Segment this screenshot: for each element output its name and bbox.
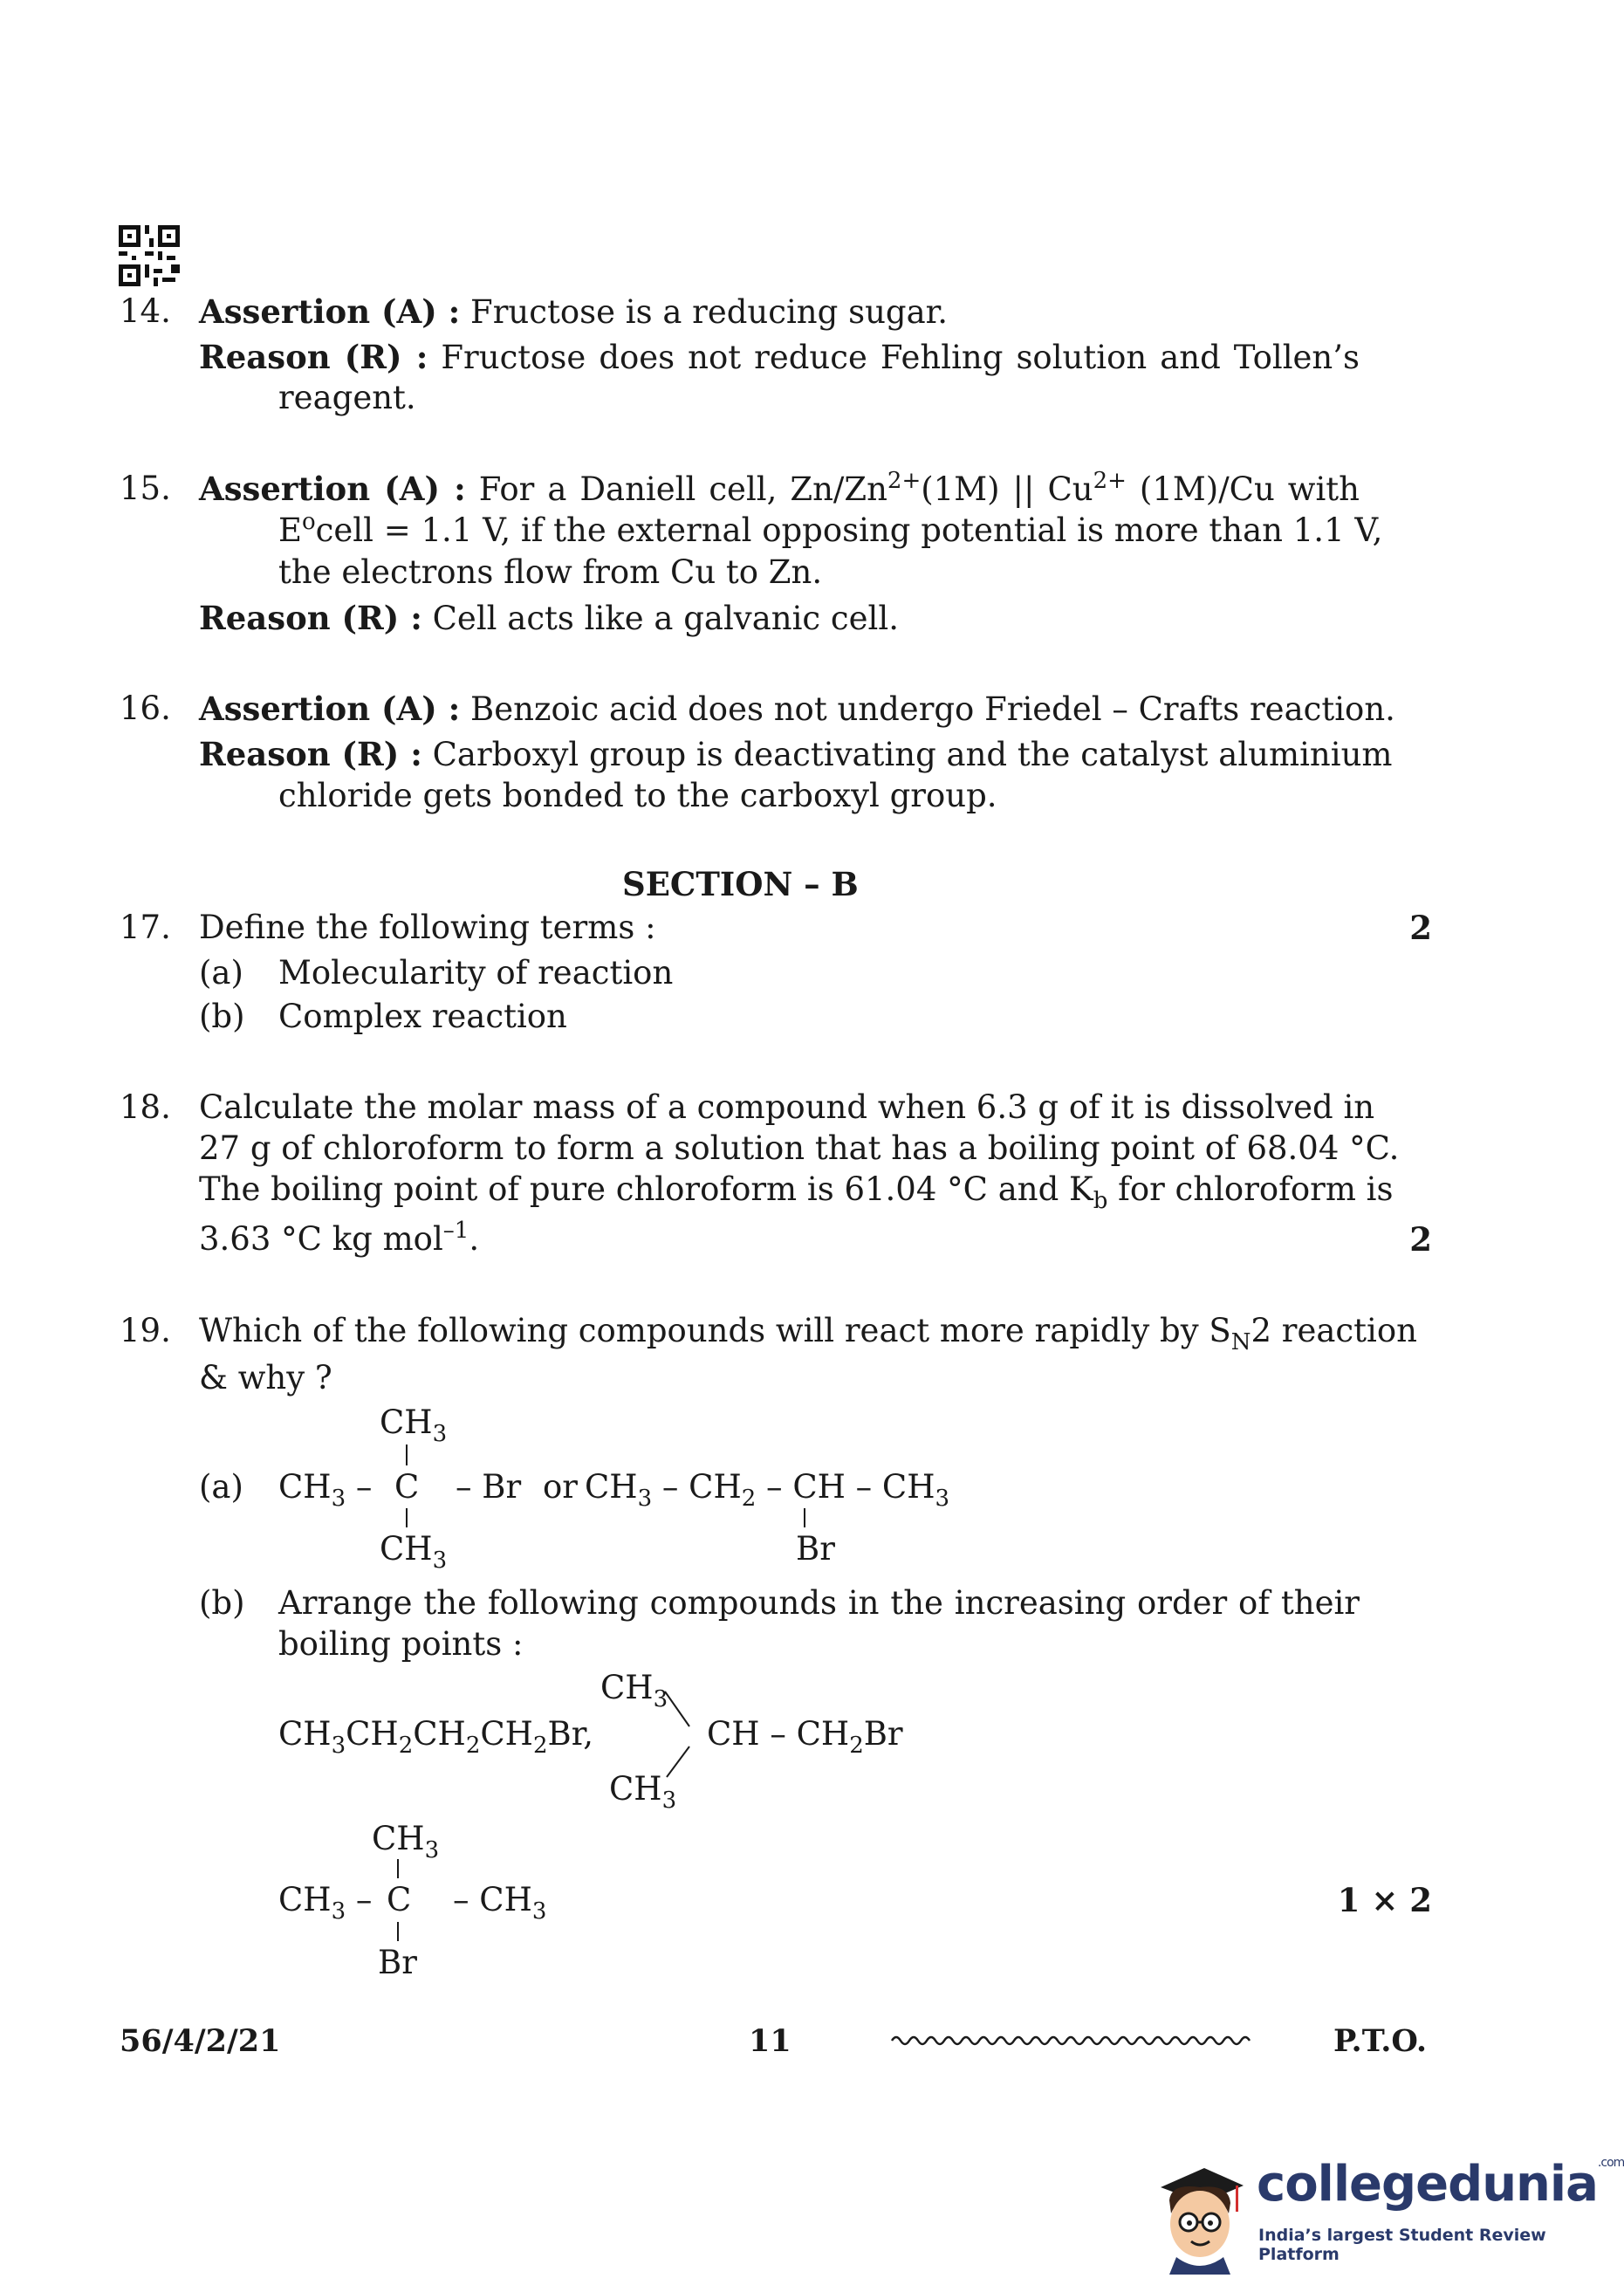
assertion-text: Benzoic acid does not undergo Friedel – Crafts reaction. [460, 690, 1395, 728]
bromine-sub: – Br [456, 1468, 522, 1506]
q17-b-text: Complex reaction [278, 998, 567, 1035]
q18-line3: The boiling point of pure chloroform is 61.04 °C and $K_b$ for chloroform is [199, 1170, 1394, 1214]
page-number: 11 [749, 2023, 791, 2059]
marks: 2 [1409, 1220, 1432, 1259]
isobutyl-methyl-top: $CH_3$ [600, 1669, 668, 1712]
q19-b-line2: boiling points : [278, 1625, 524, 1663]
n-butyl-bromide: $CH_3CH_2CH_2CH_2Br$, [278, 1715, 594, 1759]
marks: 1 × 2 [1337, 1881, 1432, 1919]
marks: 2 [1409, 909, 1432, 947]
bond-vertical [406, 1508, 408, 1527]
tert-butyl-bromide: $CH_3$ – [278, 1881, 373, 1925]
assertion-text: For a Daniell cell, $Zn/Zn^{2+}(1M)$ || $Cu^{2+}$ (1M)/Cu with [478, 468, 1360, 508]
question-number: 17. [120, 909, 171, 946]
q18-line4: 3.63 °C kg mol$^{-1}$. [199, 1218, 480, 1258]
q17-b-label: (b) [199, 998, 245, 1035]
question-number: 16. [120, 690, 171, 727]
q16-assertion [199, 690, 1395, 728]
pto-text: P.T.O. [1333, 2023, 1428, 2059]
q16-reason-line2: chloride gets bonded to the carboxyl group. [278, 777, 997, 814]
q19-b-label: (b) [199, 1584, 245, 1622]
q19-line1: Which of the following compounds will react more rapidly by $S_N2$ reaction [199, 1312, 1417, 1355]
reason-text: Carboxyl group is deactivating and the catalyst aluminium [432, 736, 1393, 773]
bond-vertical [406, 1445, 408, 1465]
q15-assertion-line3: the electrons flow from Cu to Zn. [278, 553, 823, 591]
bond-vertical [397, 1859, 399, 1878]
tert-butyl-methyl-top: $CH_3$ [372, 1820, 440, 1863]
methyl-top: $CH_3$ [380, 1403, 448, 1447]
question-number: 19. [120, 1312, 171, 1349]
q15-reason [199, 599, 899, 637]
reason-label: Reason (R) : [199, 599, 422, 637]
q19-line2: & why ? [199, 1359, 332, 1396]
q14-assertion [199, 292, 948, 331]
qr-code [119, 225, 180, 290]
assertion-label: Assertion (A) : [199, 470, 466, 508]
assertion-text: Fructose is a reducing sugar. [460, 293, 949, 331]
bond-vertical [804, 1508, 805, 1527]
question-number: 18. [120, 1088, 171, 1126]
brand-tagline: India’s largest Student Review Platform [1258, 2226, 1546, 2264]
structure-a1: $CH_3$ – [278, 1468, 373, 1512]
methyl-right: – $CH_3$ [453, 1881, 547, 1925]
q17-a-text: Molecularity of reaction [278, 954, 674, 992]
q19-b-line1: Arrange the following compounds in the increasing order of their [278, 1584, 1360, 1622]
reason-text: Fructose does not reduce Fehling solution and Tollen’s [441, 339, 1360, 376]
section-title: SECTION – B [622, 865, 859, 903]
q18-line2: 27 g of chloroform to form a solution that has a boiling point of 68.04 °C. [199, 1129, 1400, 1167]
or-text: or [543, 1468, 578, 1506]
paper-code: 56/4/2/21 [120, 2023, 281, 2059]
reason-label: Reason (R) : [199, 735, 422, 773]
wavy-line [892, 2032, 1250, 2053]
isobutyl-methyl-bottom: $CH_3$ [609, 1770, 677, 1814]
bromine-bottom: Br [796, 1530, 835, 1568]
assertion-label: Assertion (A) : [199, 690, 461, 728]
question-number: 14. [120, 292, 171, 330]
bromine-bottom: Br [378, 1944, 417, 1981]
question-number: 15. [120, 470, 171, 507]
q18-line1: Calculate the molar mass of a compound when 6.3 g of it is dissolved in [199, 1088, 1375, 1126]
reason-label: Reason (R) : [199, 338, 428, 376]
q14-reason-line2: reagent. [278, 379, 416, 416]
structure-a2: $CH_3 - CH_2$ – CH – $CH_3$ [585, 1468, 950, 1512]
assertion-label: Assertion (A) : [199, 292, 461, 331]
q14-reason-line1 [199, 338, 1360, 376]
q15-assertion-line1 [199, 470, 1360, 508]
q17-text: Define the following terms : [199, 909, 656, 946]
student-mascot-logo [1152, 2152, 1248, 2278]
bond-vertical [397, 1922, 399, 1941]
q17-a-label: (a) [199, 954, 243, 992]
isobutyl-bromide: CH – $CH_2Br$ [707, 1715, 903, 1759]
q15-assertion-line2: $E^ocell = 1.1$ V, if the external opposing potential is more than 1.1 V, [278, 509, 1383, 549]
carbon-center: C [394, 1468, 420, 1506]
reason-text: Cell acts like a galvanic cell. [421, 600, 899, 637]
brand-name: collegedunia$^{.com}$ [1257, 2156, 1624, 2213]
methyl-bottom: $CH_3$ [380, 1530, 448, 1574]
q16-reason-line1 [199, 735, 1393, 773]
carbon-center: C [387, 1881, 412, 1918]
q19-a-label: (a) [199, 1468, 243, 1506]
